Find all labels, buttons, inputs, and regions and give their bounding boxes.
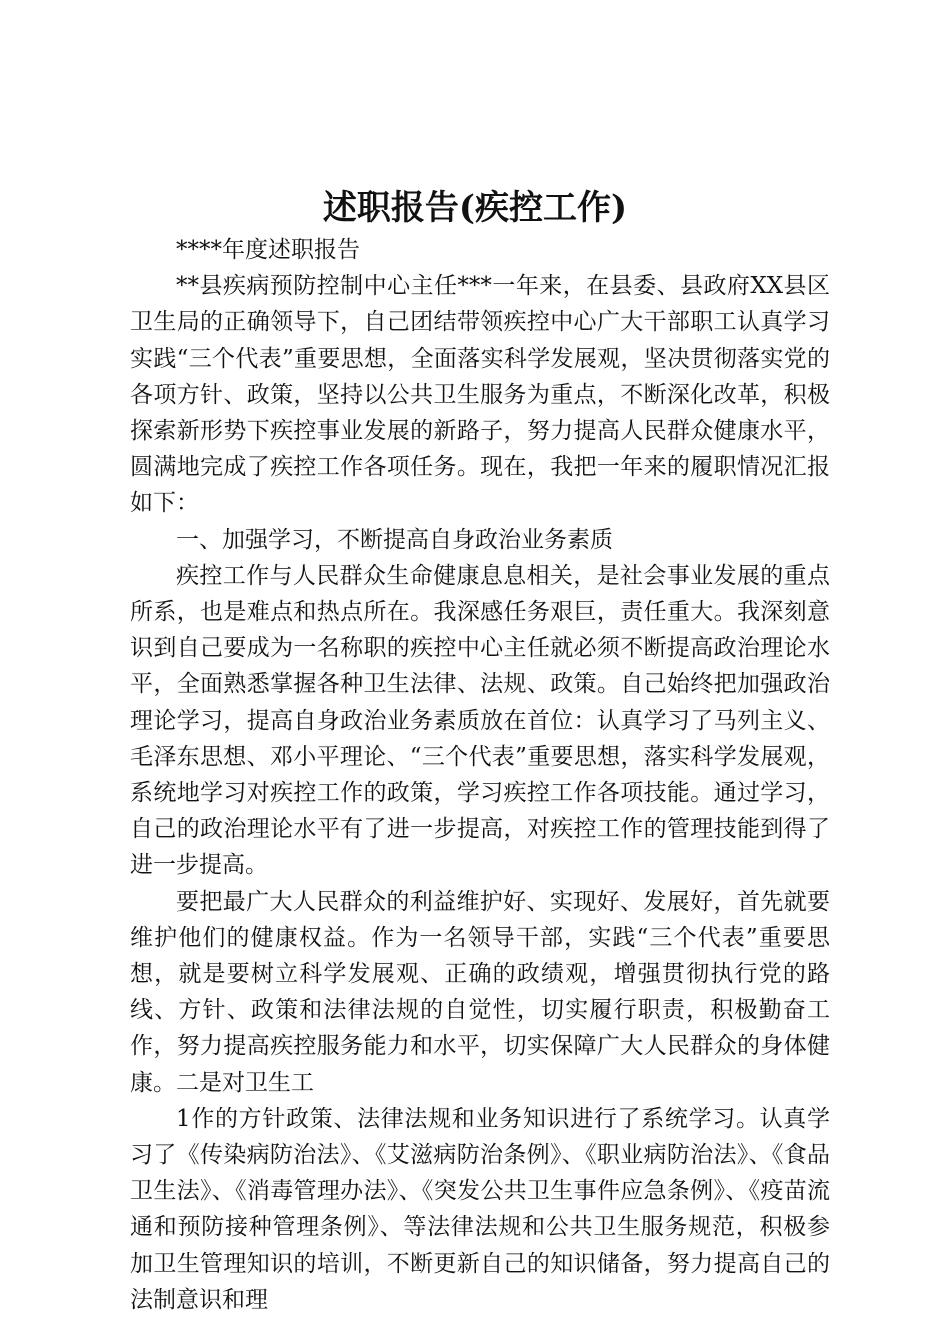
- body-paragraph: 疾控工作与人民群众生命健康息息相关，是社会事业发展的重点所系，也是难点和热点所在。我深感任务艰巨，责任重大。我深刻意识到自己要成为一名称职的疾控中心主任就必须不断提高政治理论水平，全面熟悉掌握各种卫生法律、法规、政策。自己始终把加强政治理论学习，提高自身政治业务素质放在首位：认真学习了马列主义、毛泽东思想、邓小平理论、“三个代表”重要思想，落实科学发展观，系统地学习对疾控工作的政策，学习疾控工作各项技能。通过学习，自己的政治理论水平有了进一步提高，对疾控工作的管理技能到得了进一步提高。: [130, 562, 830, 879]
- report-subtitle-paragraph: ****年度述职报告: [176, 237, 360, 263]
- document-body: [130, 232, 830, 1318]
- section-heading-1: 一、加强学习，不断提高自身政治业务素质: [176, 526, 613, 553]
- body-paragraph: 要把最广大人民群众的利益维护好、实现好、发展好，首先就要维护他们的健康权益。作为一名领导干部，实践“三个代表”重要思想，就是要树立科学发展观、正确的政绩观，增强贯彻执行党的路线、方针、政策和法律法规的自觉性，切实履行职责，积极勤奋工作，努力提高疾控服务能力和水平，切实保障广大人民群众的身体健康。二是对卫生工: [130, 888, 830, 1096]
- document-title: 述职报告(疾控工作): [322, 188, 628, 228]
- intro-paragraph: **县疾病预防控制中心主任***一年来，在县委、县政府XX县区卫生局的正确领导下，自己团结带领疾控中心广大干部职工认真学习实践“三个代表”重要思想，全面落实科学发展观，坚决贯彻落实党的各项方针、政策，坚持以公共卫生服务为重点，不断深化改革，积极探索新形势下疾控事业发展的新路子，努力提高人民群众健康水平，圆满地完成了疾控工作各项任务。现在，我把一年来的履职情况汇报如下：: [130, 273, 830, 517]
- body-paragraph: 1作的方针政策、法律法规和业务知识进行了系统学习。认真学习了《传染病防治法》、《艾滋病防治条例》、《职业病防治法》、《食品卫生法》、《消毒管理办法》、《突发公共卫生事件应急条例》、《疫苗流通和预防接种管理条例》、等法律法规和公共卫生服务规范，积极参加卫生管理知识的培训，不断更新自己的知识储备，努力提高自己的法制意识和理: [130, 1105, 830, 1313]
